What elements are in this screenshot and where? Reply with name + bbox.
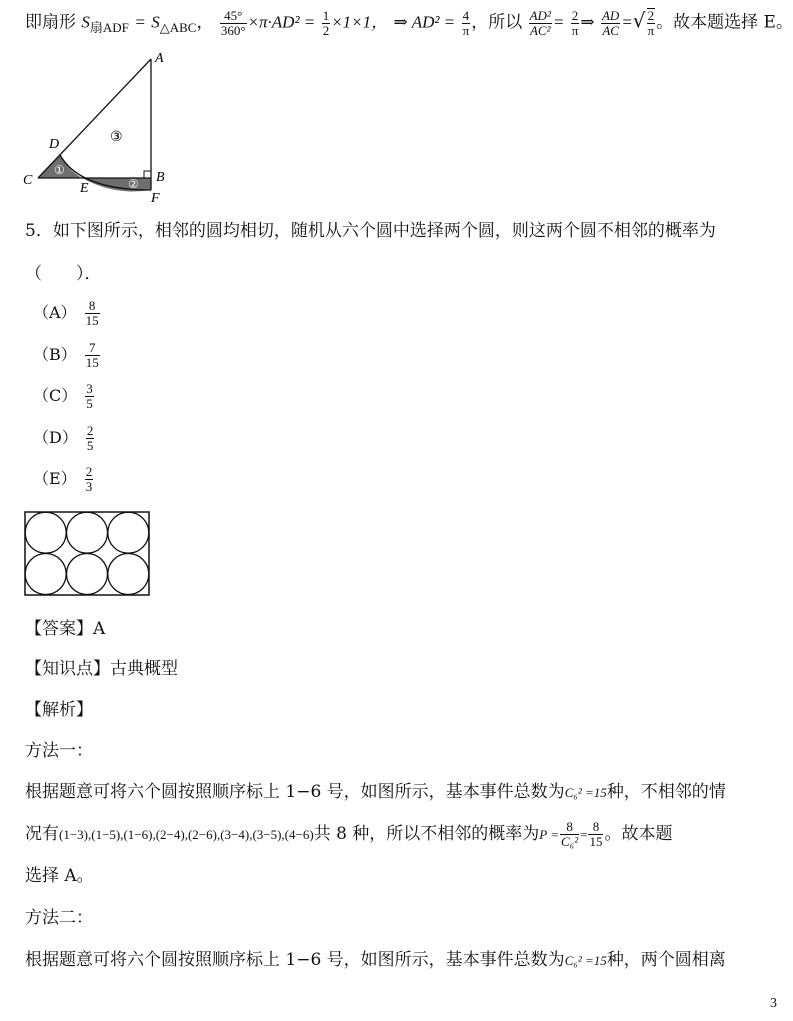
method1-para3: 选择 A。 xyxy=(25,866,94,886)
option-label: （A） xyxy=(33,303,77,322)
fraction-denominator: 3 xyxy=(85,479,93,494)
option-c xyxy=(33,382,95,411)
fraction-denominator: C₆² xyxy=(561,834,579,849)
pairs-list: (1−3),(1−5),(1−6),(2−4),(2−6),(3−4),(3−5),(4−6) xyxy=(59,827,314,842)
circle-4 xyxy=(25,554,66,595)
fraction-denominator: π xyxy=(571,22,579,38)
method1-text: 况有 xyxy=(25,824,59,844)
option-a xyxy=(33,299,101,328)
fraction-denominator: 5 xyxy=(86,396,93,411)
answer-tag: 【答案】 xyxy=(25,619,93,639)
equals-sign: = xyxy=(580,827,588,842)
circle-5 xyxy=(67,554,108,595)
lead-text: 即扇形 xyxy=(25,12,76,33)
knowledge-line xyxy=(25,657,178,681)
label-e: E xyxy=(80,181,89,196)
math-expression: ⇒ AD² = xyxy=(393,12,456,32)
combination-expression: C₆² =15 xyxy=(564,785,607,800)
comma: ， xyxy=(196,12,214,33)
question-stem: 5．如下图所示，相邻的圆均相切，随机从六个圆中选择两个圆，则这两个圆不相邻的概率为 xyxy=(25,221,716,241)
fraction-numerator: AD² xyxy=(529,7,551,23)
conclusion-text: 。故本题选择 E。 xyxy=(656,12,793,33)
answer-value: A xyxy=(93,619,106,639)
option-label: （C） xyxy=(33,386,78,405)
method2-text: 种，两个圆相离 xyxy=(606,950,726,970)
region-label-3: ③ xyxy=(110,130,123,145)
area-subscript: 扇ADF xyxy=(89,19,129,35)
option-fraction xyxy=(85,465,94,494)
fraction-4-pi xyxy=(462,9,471,38)
method2-title: 方法二： xyxy=(25,908,93,928)
fraction-2-pi xyxy=(571,9,580,38)
fraction-denominator: 360° xyxy=(220,22,246,38)
fraction-45-360 xyxy=(220,9,247,38)
probability-symbol: P = xyxy=(539,827,560,842)
math-expression: ×π·AD² = xyxy=(247,12,316,32)
option-label: （B） xyxy=(33,345,77,364)
fraction-numerator: 2 xyxy=(86,423,94,438)
fraction-1-2 xyxy=(322,9,331,38)
method2-text: 根据题意可将六个圆按照顺序标上 1−6 号，如图所示，基本事件总数为 xyxy=(25,950,565,970)
fraction-numerator: 8 xyxy=(588,820,603,835)
fraction-ad-ac xyxy=(601,9,620,38)
six-circles-figure xyxy=(24,511,151,597)
option-b xyxy=(33,341,101,370)
option-fraction xyxy=(85,341,100,370)
fraction-denominator: AC² xyxy=(529,22,551,38)
combination-expression: C₆² =15 xyxy=(564,953,607,968)
method1-text: 根据题意可将六个圆按照顺序标上 1−6 号，如图所示，基本事件总数为 xyxy=(25,782,565,802)
implies-sign: ⇒ xyxy=(580,12,595,32)
fraction-numerator: 2 xyxy=(647,8,655,23)
fraction-8-c62 xyxy=(560,820,579,849)
fraction-numerator: 2 xyxy=(571,7,579,23)
label-f: F xyxy=(151,191,160,202)
fraction-denominator: 5 xyxy=(86,438,94,453)
circle-2 xyxy=(67,512,108,553)
fraction-8-15 xyxy=(588,820,603,849)
knowledge-tag: 【知识点】 xyxy=(25,659,110,679)
hypotenuse-ac xyxy=(38,59,151,178)
fraction-numerator: 1 xyxy=(322,7,330,23)
fraction-denominator: 2 xyxy=(322,22,330,38)
label-c: C xyxy=(23,173,33,188)
method2-para1 xyxy=(25,948,726,973)
fraction-numerator: 2 xyxy=(85,464,93,479)
page-number: 3 xyxy=(770,996,777,1011)
option-label: （D） xyxy=(33,428,78,447)
fraction-denominator: 15 xyxy=(85,355,99,370)
answer-line xyxy=(25,617,105,641)
circle-1 xyxy=(25,512,66,553)
fraction-numerator: 3 xyxy=(86,381,93,396)
option-e xyxy=(33,465,94,494)
label-b: B xyxy=(156,170,165,185)
option-fraction xyxy=(85,382,94,411)
area-symbol: S xyxy=(81,12,90,32)
fraction-denominator: AC xyxy=(602,22,619,38)
fraction-denominator: π xyxy=(462,22,470,38)
fraction-numerator: 8 xyxy=(85,299,100,314)
fraction-numerator: 8 xyxy=(560,820,579,835)
triangle-sector-figure xyxy=(20,50,170,202)
label-d: D xyxy=(49,137,60,152)
question-blank: （ ）． xyxy=(25,264,102,284)
math-expression: ×1×1， xyxy=(331,12,389,32)
label-a: A xyxy=(155,51,164,66)
fraction-numerator: 7 xyxy=(85,341,100,356)
area-subscript-2: △ABC xyxy=(159,19,197,35)
method1-title: 方法一： xyxy=(25,741,93,761)
method1-text: 。故本题 xyxy=(604,824,673,844)
circle-3 xyxy=(108,512,149,553)
method1-para1 xyxy=(25,780,726,805)
method1-para2 xyxy=(25,820,672,849)
fraction-denominator: 15 xyxy=(589,834,603,849)
fraction-numerator: 45° xyxy=(220,9,247,24)
fraction-denominator: π xyxy=(647,23,655,38)
circle-6 xyxy=(108,554,149,595)
method1-text: 共 8 种，所以不相邻的概率为 xyxy=(313,824,540,844)
option-label: （E） xyxy=(33,469,77,488)
sqrt-icon: √ xyxy=(632,8,646,33)
fraction-numerator: AD xyxy=(601,7,620,23)
option-fraction xyxy=(86,424,95,453)
derivation-line xyxy=(25,8,793,40)
equals-sign: = xyxy=(552,12,565,32)
knowledge-value: 古典概型 xyxy=(110,659,178,679)
method1-text: 种，不相邻的情 xyxy=(606,782,726,802)
equals-sign: = xyxy=(134,12,146,32)
fraction-ad2-ac2 xyxy=(529,9,552,38)
so-text: ，所以 xyxy=(471,12,523,33)
region-label-2: ② xyxy=(128,177,139,191)
right-angle-mark xyxy=(144,171,151,178)
option-fraction xyxy=(85,299,100,328)
equals-sign: = xyxy=(621,12,633,32)
region-label-1: ① xyxy=(54,163,65,177)
fraction-numerator: 4 xyxy=(462,7,470,23)
fraction-denominator: 15 xyxy=(85,313,99,328)
area-symbol-2: S xyxy=(151,12,160,32)
option-d xyxy=(33,424,95,453)
analysis-tag: 【解析】 xyxy=(25,700,93,720)
fraction-2-pi-sqrt xyxy=(647,8,656,38)
